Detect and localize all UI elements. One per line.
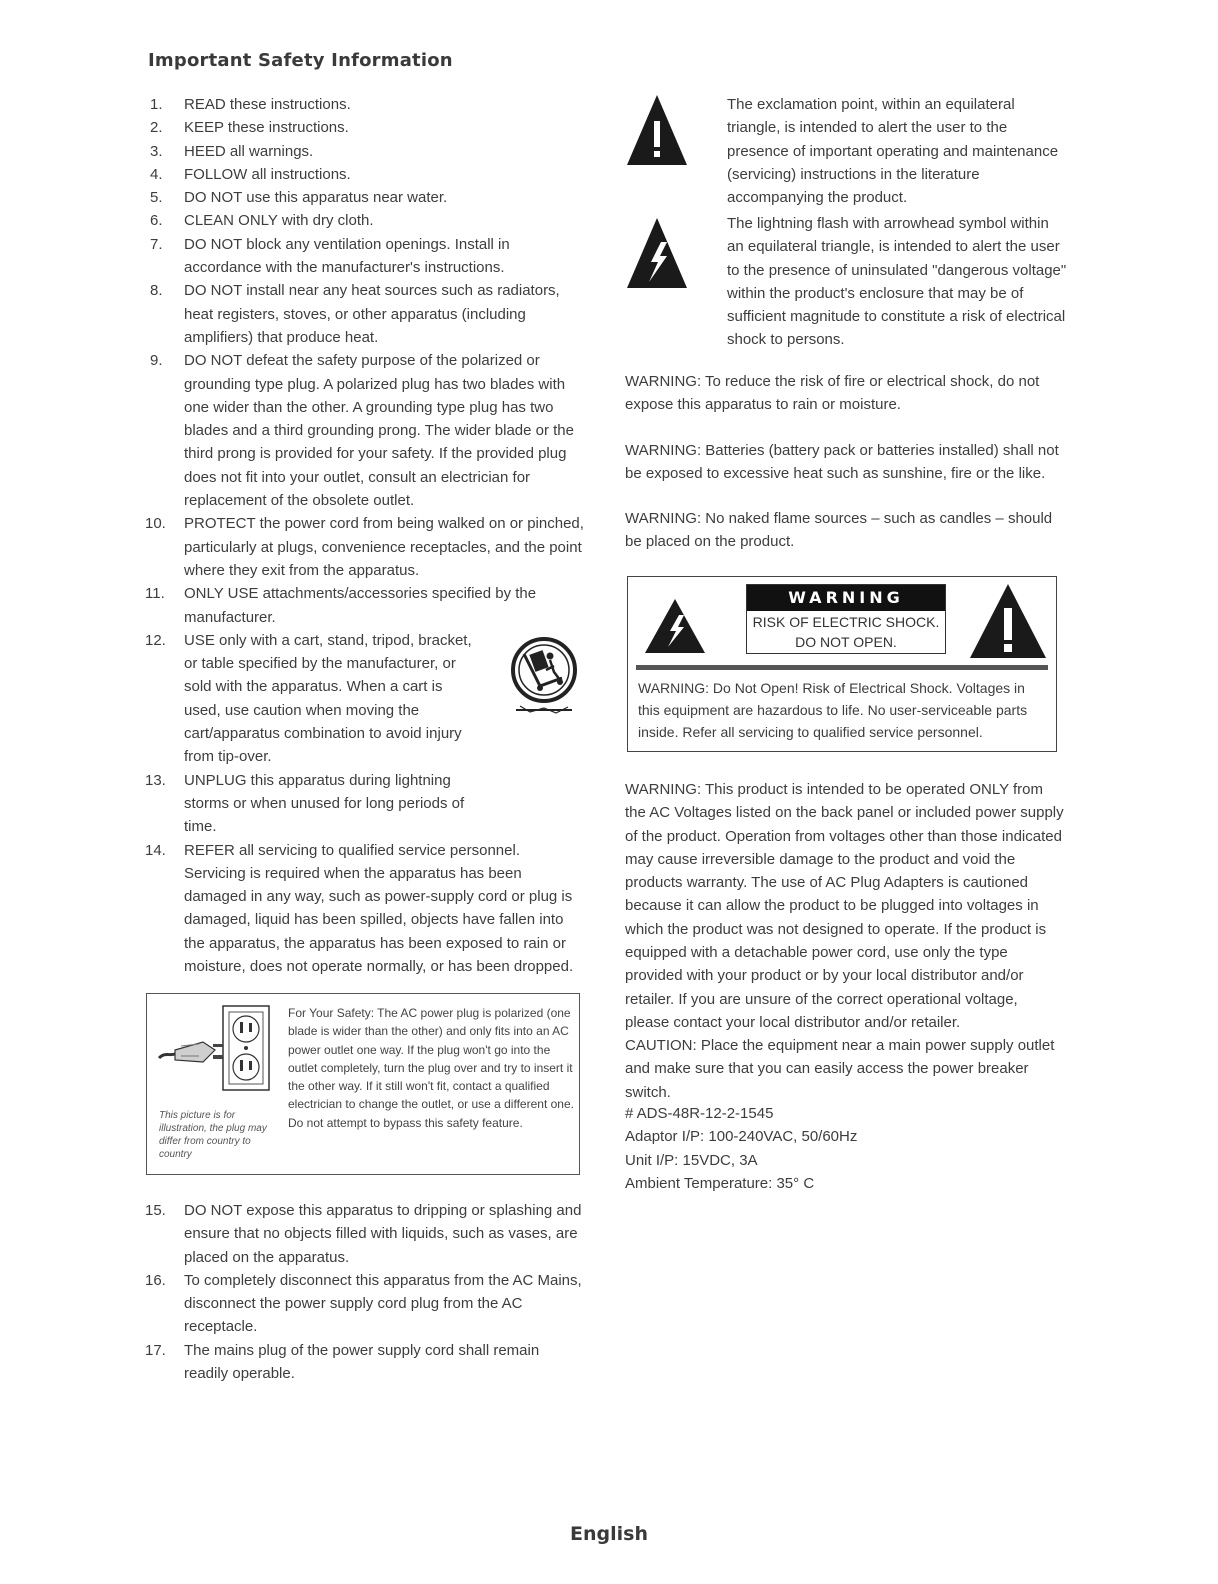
list-item: 12. USE only with a cart, stand, tripod, bracket, or table specified by the manufacturer, or sold with the apparatus. When a cart is used, use caution when moving the cart/apparatus combination to avoid injury from tip-over. bbox=[145, 631, 472, 766]
list-item: 8. DO NOT install near any heat sources such as radiators, heat registers, stoves, or other apparatus (including amplifiers) that produce heat. bbox=[150, 282, 560, 346]
list-item: 15. DO NOT expose this apparatus to dripping or splashing and ensure that no objects filled with liquids, such as vases, are placed on the apparatus. bbox=[145, 1202, 582, 1266]
list-item: 5. DO NOT use this apparatus near water. bbox=[150, 189, 448, 207]
lightning-triangle-icon bbox=[625, 216, 689, 290]
warning-word: WARNING bbox=[747, 585, 945, 611]
instruction-list bbox=[145, 93, 585, 978]
list-item: 16. To completely disconnect this apparatus from the AC Mains, disconnect the power supply cord plug from the AC receptacle. bbox=[145, 1271, 582, 1336]
divider bbox=[636, 665, 1048, 670]
list-item: 2. KEEP these instructions. bbox=[150, 119, 349, 137]
plug-safety-box bbox=[146, 993, 580, 1175]
warning-line-1: RISK OF ELECTRIC SHOCK. bbox=[752, 614, 940, 630]
exclamation-triangle-icon bbox=[625, 93, 689, 167]
plug-outlet-icon bbox=[155, 1000, 275, 1100]
spec-model: # ADS-48R-12-2-1545 bbox=[625, 1105, 774, 1122]
list-item: 14. REFER all servicing to qualified service personnel. Servicing is required when the apparatus has been damaged in any way, such as power-supply cord or plug is damaged, liquid has been spilled, objects have fallen into the apparatus, the apparatus has been exposed to rain or moisture, does not operate normally, or has been dropped. bbox=[145, 841, 574, 975]
list-item: 11. ONLY USE attachments/accessories specified by the manufacturer. bbox=[145, 585, 537, 626]
spec-adaptor-input: Adaptor I/P: 100-240VAC, 50/60Hz bbox=[625, 1128, 858, 1146]
instruction-list-continued bbox=[145, 1199, 585, 1385]
list-item: 13. UNPLUG this apparatus during lightning storms or when unused for long periods of time. bbox=[145, 771, 465, 836]
footer-language: English bbox=[570, 1523, 648, 1545]
warning-box-text: WARNING: Do Not Open! Risk of Electrical Shock. Voltages in this equipment are hazardous to life. No user-serviceable parts inside. Refer all servicing to qualified service personnel. bbox=[638, 680, 1028, 740]
list-item: 7. DO NOT block any ventilation openings. Install in accordance with the manufacturer's instructions. bbox=[150, 235, 510, 277]
lightning-triangle-icon bbox=[643, 597, 707, 655]
list-item: 1. READ these instructions. bbox=[150, 96, 351, 113]
spec-unit-input: Unit I/P: 15VDC, 3A bbox=[625, 1151, 758, 1169]
warning-batteries: WARNING: Batteries (battery pack or batteries installed) shall not be exposed to excessive heat such as sunshine, fire or the like. bbox=[625, 442, 1059, 483]
list-item: 6. CLEAN ONLY with dry cloth. bbox=[150, 212, 374, 230]
plug-safety-text: For Your Safety: The AC power plug is polarized (one blade is wider than the other) and only fits into an AC power outlet one way. If the plug won't go into the outlet completely, turn the plug over and try to insert it the other way. If it still won't fit, contact a qualified electrician to change the outlet, or use a different one. Do not attempt to bypass this safety feature. bbox=[288, 1006, 574, 1130]
list-item: 4. FOLLOW all instructions. bbox=[150, 165, 351, 183]
page-title: Important Safety Information bbox=[148, 50, 453, 71]
caution-text: CAUTION: Place the equipment near a main power supply outlet and make sure that you can easily access the power breaker switch. bbox=[625, 1037, 1055, 1101]
warning-flame: WARNING: No naked flame sources – such as candles – should be placed on the product. bbox=[625, 510, 1053, 551]
adaptor-specs bbox=[625, 1102, 1065, 1195]
exclamation-triangle-icon bbox=[968, 582, 1048, 660]
warning-voltage: WARNING: This product is intended to be operated ONLY from the AC Voltages listed on the back panel or included power supply of the product. Operation from voltages other than those indicated may cause irreversible damage to the product and void the products warranty. The use of AC Plug Adapters is cautioned because it can allow the product to be plugged into voltages in which the product was not designed to operate. If the product is equipped with a detachable power cord, use only the type provided with your product or by your local distributor and/or retailer. If you are unsure of the correct operational voltage, please contact your local distributor and/or retailer. bbox=[625, 781, 1064, 1031]
warning-moisture: WARNING: To reduce the risk of fire or electrical shock, do not expose this apparatus to rain or moisture. bbox=[625, 373, 1040, 414]
plug-caption: This picture is for illustration, the plug may differ from country to country bbox=[159, 1110, 267, 1160]
list-item: 17. The mains plug of the power supply cord shall remain readily operable. bbox=[145, 1341, 540, 1383]
list-item: 9. DO NOT defeat the safety purpose of the polarized or grounding type plug. A polarized plug has two blades with one wider than the other. A grounding type plug has two blades and a third grounding prong. The wider blade or the third prong is provided for your safety. If the provided plug does not fit into your outlet, consult an electrician for replacement of the obsolete outlet. bbox=[150, 352, 574, 510]
cart-tipover-icon bbox=[510, 636, 578, 716]
exclamation-description: The exclamation point, within an equilateral triangle, is intended to alert the user to the presence of important operating and maintenance (servicing) instructions in the literature accompanying the product. bbox=[727, 96, 1059, 207]
warning-line-2: DO NOT OPEN. bbox=[795, 634, 897, 650]
electric-shock-warning-box bbox=[627, 576, 1057, 752]
lightning-description: The lightning flash with arrowhead symbol within an equilateral triangle, is intended to alert the user to the presence of uninsulated "dangerous voltage" within the product's enclosure that may be of sufficient magnitude to constitute a risk of electrical shock to persons. bbox=[727, 215, 1067, 349]
warning-label bbox=[746, 584, 946, 654]
list-item: 3. HEED all warnings. bbox=[150, 142, 314, 160]
spec-ambient-temperature: Ambient Temperature: 35° C bbox=[625, 1174, 815, 1192]
list-item: 10. PROTECT the power cord from being walked on or pinched, particularly at plugs, convenience receptacles, and the point where they exit from the apparatus. bbox=[145, 515, 584, 579]
